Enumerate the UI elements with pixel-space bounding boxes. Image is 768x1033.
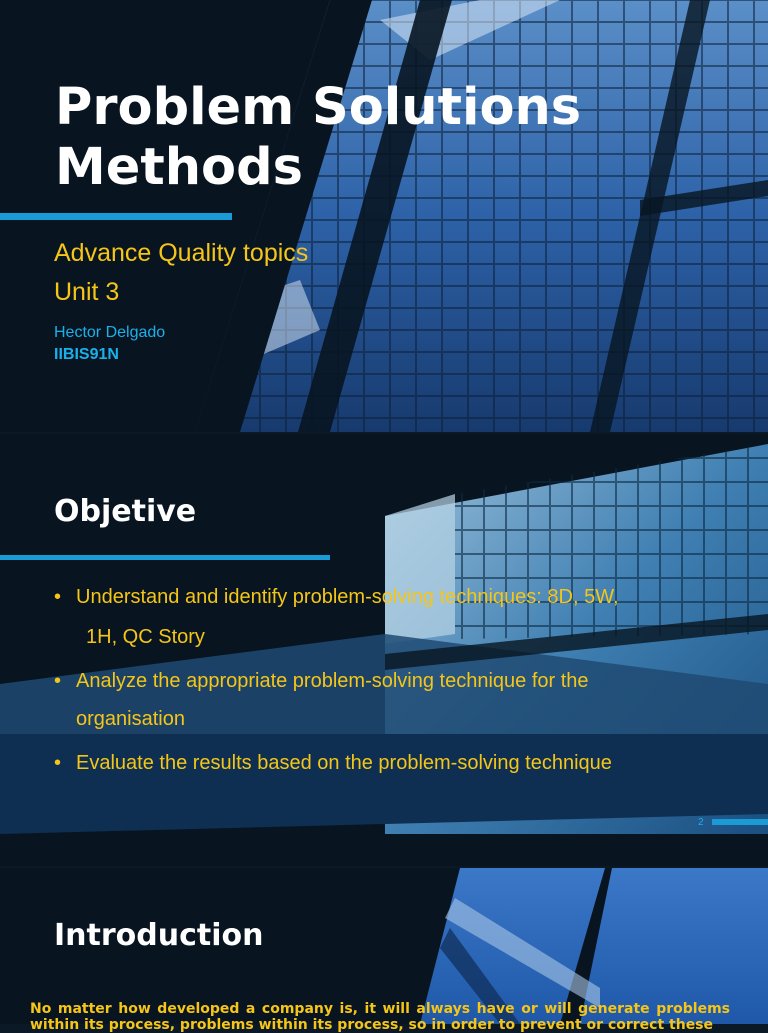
slide-objective: [0, 434, 768, 866]
list-item: [54, 750, 704, 776]
slide-title: [0, 0, 768, 432]
slide-title-heading: [55, 78, 755, 198]
slide-heading: Introduction: [54, 918, 264, 953]
bullet-text-continued: 1H, QC Story: [86, 626, 205, 648]
accent-bar: [0, 555, 330, 560]
title-line-1: Problem Solutions: [55, 78, 582, 137]
bullet-text: Understand and identify problem-solving techniques: 8D, 5W,: [76, 586, 619, 608]
accent-bar: [0, 213, 232, 220]
title-line-2: Methods: [55, 138, 303, 197]
author-name: Hector Delgado: [54, 324, 166, 341]
bullet-icon: •: [54, 670, 62, 692]
list-item: [54, 584, 704, 650]
subtitle-line-2: Unit 3: [54, 278, 120, 306]
bullet-text: Evaluate the results based on the problem-solving technique: [76, 752, 612, 774]
list-item: [54, 668, 704, 732]
author-id: IIBIS91N: [54, 346, 119, 363]
introduction-paragraph: No matter how developed a company is, it will always have or will generate problems within its process, problems within its process, so in order to prevent or correct these: [30, 1001, 730, 1033]
slide-introduction: [0, 868, 768, 1033]
bullet-icon: •: [54, 586, 62, 608]
bullet-icon: •: [54, 752, 62, 774]
subtitle-line-1: Advance Quality topics: [54, 239, 309, 267]
slide-heading: Objetive: [54, 494, 197, 529]
bullet-text: Analyze the appropriate problem-solving technique for the: [76, 670, 589, 692]
page-number: 2: [698, 817, 704, 828]
bullet-text-continued: organisation: [76, 708, 185, 730]
footer-accent-bar: [712, 819, 768, 825]
objective-list: [54, 584, 704, 794]
